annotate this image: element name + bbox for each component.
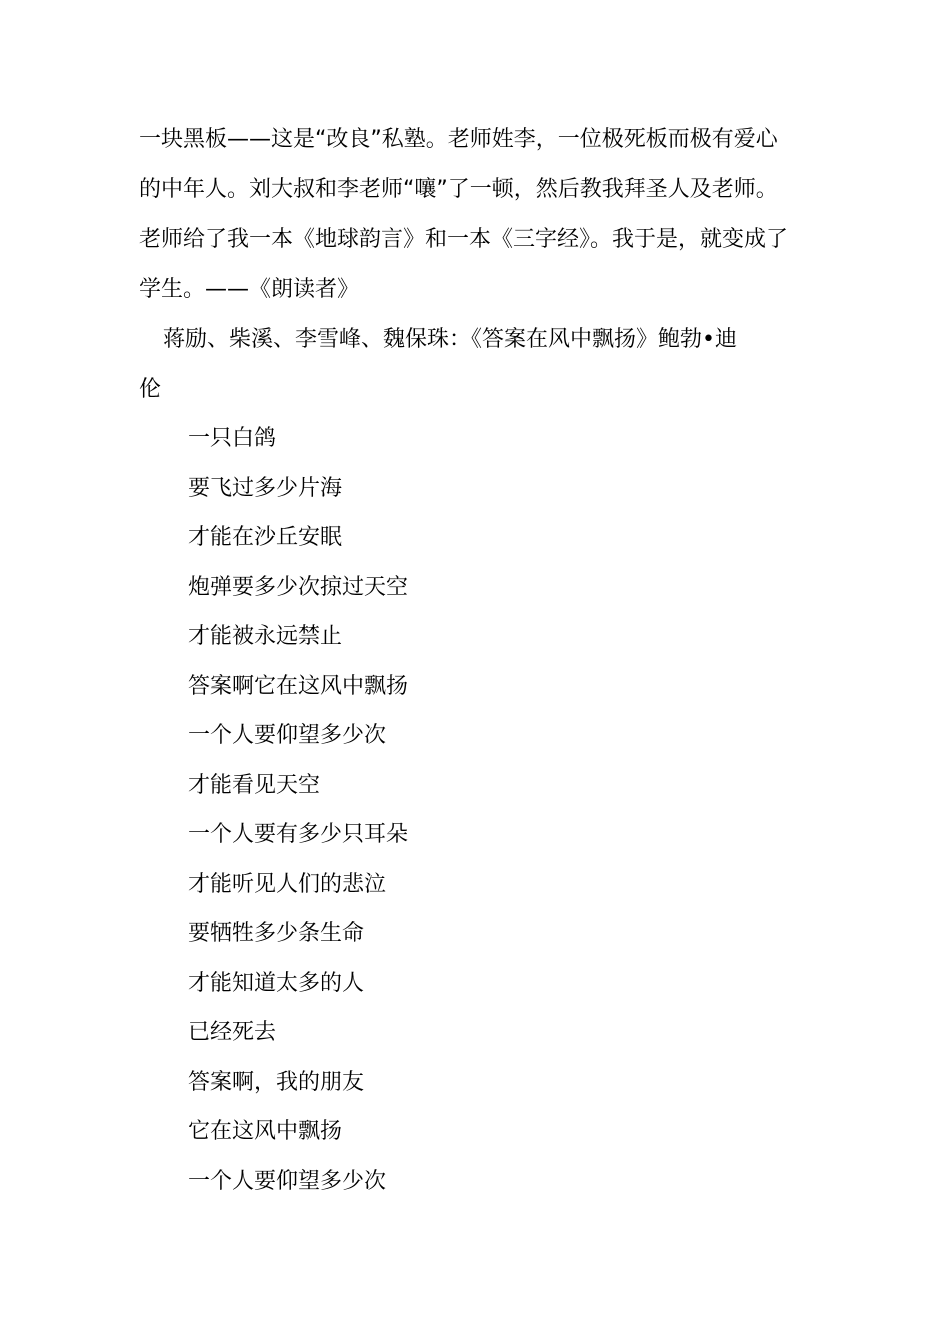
intro-paragraph (139, 115, 814, 315)
translator-attribution (139, 315, 814, 415)
poem-line: 它在这风中飘扬 (188, 1119, 343, 1144)
poem-line: 才能在沙丘安眠 (188, 525, 343, 550)
poem-line: 才能看见天空 (188, 772, 321, 798)
attribution-line: 伦 (139, 377, 162, 402)
poem-line: 要飞过多少片海 (188, 475, 343, 501)
poem-line: 一个人要有多少只耳朵 (188, 822, 409, 847)
intro-line: 的中年人。刘大叔和李老师“嚷”了一顿，然后教我拜圣人及老师。 (139, 177, 778, 202)
poem-line: 已经死去 (188, 1020, 277, 1045)
poem-line: 答案啊，我的朋友 (188, 1069, 365, 1095)
poem-line: 一个人要仰望多少次 (188, 723, 387, 748)
poem-line: 炮弹要多少次掠过天空 (188, 574, 409, 600)
poem-lyrics (188, 414, 408, 1206)
intro-line: 老师给了我一本《地球韵言》和一本《三字经》。我于是，就变成了 (139, 227, 789, 252)
intro-line: 一块黑板——这是“改良”私塾。老师姓李，一位极死板而极有爱心 (139, 127, 778, 152)
poem-line: 一只白鸽 (188, 426, 277, 451)
intro-line: 学生。——《朗读者》 (139, 277, 360, 302)
poem-line: 要牺牲多少条生命 (188, 921, 365, 946)
poem-line: 才能听见人们的悲泣 (188, 871, 387, 897)
poem-line: 才能被永远禁止 (188, 624, 343, 649)
poem-line: 答案啊它在这风中飘扬 (188, 673, 409, 699)
attribution-line: 蒋励、柴溪、李雪峰、魏保珠：《答案在风中飘扬》鲍勃•迪 (163, 327, 737, 352)
poem-line: 才能知道太多的人 (188, 970, 365, 996)
poem-line: 一个人要仰望多少次 (188, 1168, 387, 1194)
